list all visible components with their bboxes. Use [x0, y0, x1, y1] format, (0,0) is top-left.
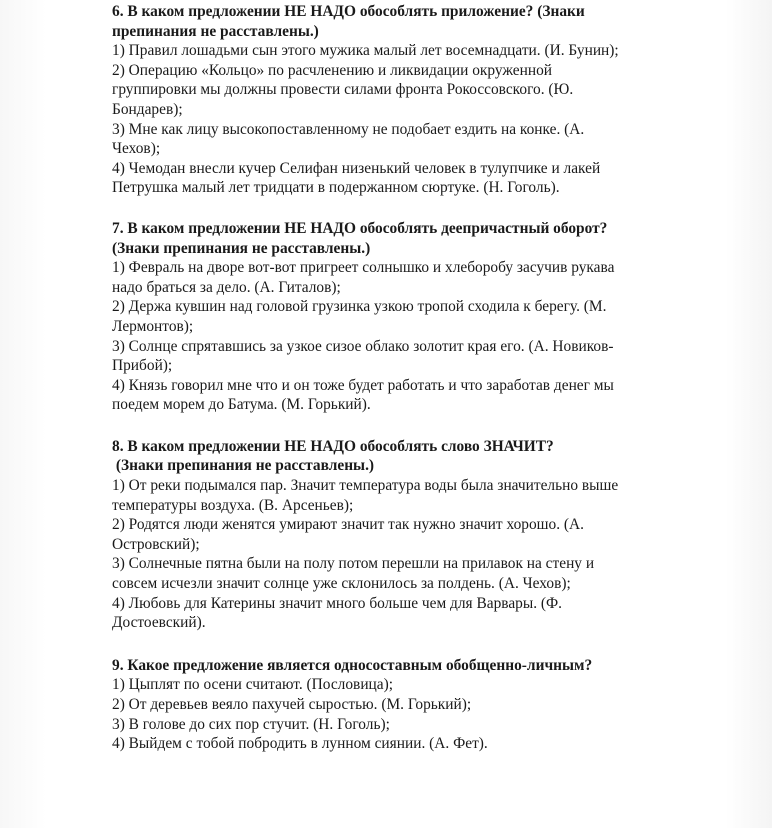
answer-option-line: Бондарев);: [112, 100, 183, 118]
answer-option-line: 4) Князь говорил мне что и он тоже будет работать и что заработав денег мы: [112, 376, 614, 394]
answer-option-line: Чехов);: [112, 140, 161, 158]
answer-option-line: 4) Выйдем с тобой побродить в лунном сиянии. (А. Фет).: [112, 735, 488, 753]
answer-option-line: 3) Мне как лицу высокопоставленному не подобает ездить на конке. (А.: [112, 120, 585, 138]
question-9: [112, 656, 712, 754]
question-8: [112, 437, 712, 633]
question-title-line: препинания не расставлены.): [112, 22, 319, 40]
answer-option-line: группировки мы должны провести силами фронта Рокоссовского. (Ю.: [112, 81, 574, 99]
answer-option-line: 2) Держа кувшин над головой грузинка узкою тропой сходила к берегу. (М.: [112, 298, 607, 316]
answer-option-line: Петрушка малый лет тридцати в подержанном сюртуке. (Н. Гоголь).: [112, 179, 560, 197]
question-title-line: (Знаки препинания не расставлены.): [112, 239, 371, 257]
answer-option-line: 4) Чемодан внесли кучер Селифан низенький человек в тулупчике и лакей: [112, 159, 601, 177]
answer-option-line: 2) От деревьев веяло пахучей сыростью. (М. Горький);: [112, 696, 472, 713]
question-title-line: 9. Какое предложение является односоставным обобщенно-личным?: [112, 656, 593, 674]
answer-option-line: температуры воздуха. (В. Арсеньев);: [112, 496, 354, 514]
answer-option-line: поедем морем до Батума. (М. Горький).: [112, 396, 371, 414]
answer-option-line: совсем исчезли значит солнце уже склонилось за полдень. (А. Чехов);: [112, 575, 571, 593]
question-7: [112, 219, 712, 415]
answer-option-line: Лермонтов);: [112, 317, 194, 335]
question-title-line: 8. В каком предложении НЕ НАДО обособлять слово ЗНАЧИТ?: [112, 437, 554, 455]
answer-option-line: Островский);: [112, 535, 200, 553]
answer-option-line: Достоевский).: [112, 614, 206, 632]
answer-option-line: 3) Солнечные пятна были на полу потом перешли на прилавок на стену и: [112, 555, 595, 573]
answer-option-line: 1) Цыплят по осени считают. (Пословица);: [112, 676, 394, 694]
question-6: [112, 2, 712, 198]
answer-option-line: 1) От реки подымался пар. Значит температура воды была значительно выше: [112, 477, 619, 495]
question-title-line: 6. В каком предложении НЕ НАДО обособлять приложение? (Знаки: [112, 3, 585, 20]
answer-option-line: надо браться за дело. (А. Гиталов);: [112, 278, 341, 296]
question-title-line: (Знаки препинания не расставлены.): [112, 457, 375, 475]
answer-option-line: 4) Любовь для Катерины значит много больше чем для Варвары. (Ф.: [112, 594, 563, 612]
answer-option-line: 2) Родятся люди женятся умирают значит так нужно значит хорошо. (А.: [112, 516, 584, 534]
answer-option-line: 2) Операцию «Кольцо» по расчленению и ликвидации окруженной: [112, 61, 553, 79]
answer-option-line: 3) Солнце спрятавшись за узкое сизое облако золотит края его. (А. Новиков-: [112, 337, 614, 355]
answer-option-line: Прибой);: [112, 357, 173, 375]
answer-option-line: 1) Правил лошадьми сын этого мужика малый лет восемнадцати. (И. Бунин);: [112, 42, 619, 60]
question-title-line: 7. В каком предложении НЕ НАДО обособлять деепричастный оборот?: [112, 219, 608, 237]
answer-option-line: 3) В голове до сих пор стучит. (Н. Гоголь);: [112, 715, 390, 733]
document-content: [112, 2, 712, 754]
answer-option-line: 1) Февраль на дворе вот-вот пригреет солнышко и хлеборобу засучив рукава: [112, 259, 615, 277]
